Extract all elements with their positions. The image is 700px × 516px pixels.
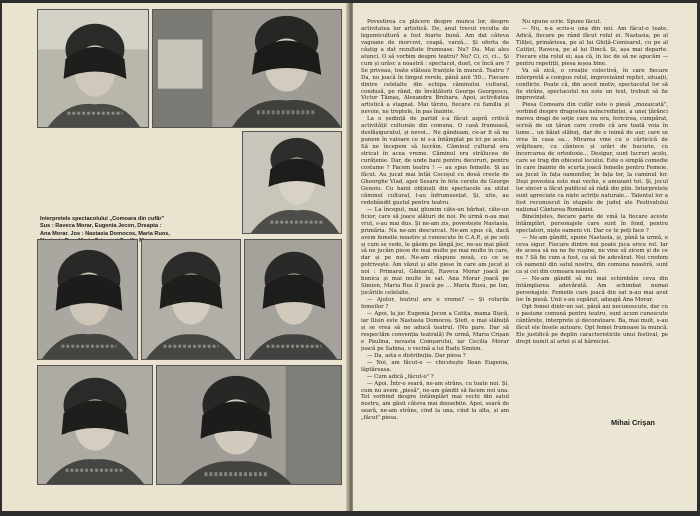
photo-portrait-1 <box>37 9 149 128</box>
article-paragraph: Piesa Comoara din cufăr este o piesă „mozaicată", vorbind despre dragostea neîncredinței, a unei țărănci mereu dragi de soție care nu era, fericirea, cumpărat, scrisă de un țăran care crede că are toată voia în lume... un băiat slăbuț, dar de o inimă de aur, care se vrea în casa sa... Mirarea vine cu o cărticică de vrăjitoare, cu cântece și urări de bucurie, cu încercarea de ortodoxie... Desigur, sunt lucruri acolo, care se trag din obiceiul locului. Este o simplă comedie în care înainte de scurta joacă femeile pentru Femeie, au jucat în fața oamenilor, în fața lor, la caminul lor. Deși povestea este mai veche, e amuzant tot. Și, jocul lor sincer a făcut publicul să râdă din plin. Interpretele sunt apreciate ca niște actrițe naturale... Talentul lor a fost recunoscut în etapele de județ ale Festivalului național Cântarea României. <box>516 102 668 213</box>
photo-portrait-6 <box>244 239 342 360</box>
article-paragraph: — Ne-am gândit să nu mai schimbăm ceva din întâmplarea adevărată. Am schimbat numai personajele. Femeile care joacă din sat n-au mai avut loc în piesă. Unii s-au supărat, adaugă Ana Morar. <box>516 276 668 304</box>
article-paragraph: Nu spune scrie. Spune făcut. <box>522 19 602 25</box>
photo-portrait-4 <box>37 239 138 360</box>
photo-portrait-3 <box>242 131 342 234</box>
article-paragraph: Bineînțeles, fiecare parte de vină la fiecare aceste întâmplări, personajele care sunt în fond, pentru spectatori, niște oameni vii. Dar ce te poți face ? <box>516 213 668 234</box>
article-paragraph: — Apoi, la joc Eugenia Jecon a Catița, mama Ilișcă, iar Ilisin este Nastasia Domocoș. Ștefi, e mai slăbuță și se vrea să ne aducă teatrul. (Nu pare. Dar să respectăm convenția teatrală) Pe urmă, Maria Crișan e Paulina, nevasta Comșarului, iar Cecilia Morar joacă pe Sabina, o vecină a lui Radu Simion. <box>361 311 509 352</box>
caption-line-2: Sus : Raveca Morar, Eugenia Jecon, Dreapta : <box>40 223 162 230</box>
article-column-1 <box>361 19 509 489</box>
article-paragraph: Va să zică, o creație colectivă, în care fiecare interpretă a compus rolul, improvizând replici, situații, conflicte. Poate că, din acest motiv, spectacolul lor să fie strâns, spectacolul nu este un text, trebuit să fie improvizat. <box>516 67 668 102</box>
caption-line-1: Interpretele spectacolului „Comoara din cufăr" <box>40 216 165 222</box>
author-signature: Mihai Crișan <box>611 418 655 427</box>
article-paragraph: — La început, mai glumim câte-un bărbat, câte-un ficior, care să joace alături de noi. Pe urmă n-au mai vrut, s-au mai dus. Și ne-am zis, povestește Nastasia, primăria. Na ne-am descurcat. Ne-am spus că, dacă avem femeile noastre și cunoscute în C.A.P., și pe soți și cum se vede, le găsim pe lângă joc, ne-au mai găsit să ne jucăm piese de mai multe pe mai multe în care, dar și pe noi. Ne-am răspuns nouă, cu ce se potrivește. Am văzut și alte piese în care am jucat și noi : Primarul, Gămarul, Raveca Morar joacă pe bunica și mai multe în sat. Ana Morar joacă pe Simion, Maria Rus îl joacă pe ... Maria Rusu, pe Ion, jucăriile celelalte. <box>361 206 509 297</box>
article-paragraph: — Noi, am făcut-o — chicotește Ilean Eugenia, lăptăreasa. <box>361 359 509 373</box>
article-paragraph: — Ajutor, teatrul are o vreme? — Și rolurile femeilor ? <box>361 297 509 311</box>
article-paragraph: — Da, asta e distribuția. Dar piesa ? <box>367 352 466 359</box>
caption-line-3: Ana Morar. Jos : Nastasia Domocos, Maria Ruos, <box>40 230 170 237</box>
right-page <box>353 3 697 511</box>
photo-portrait-5 <box>141 239 241 360</box>
article-paragraph: La o ședință de partid s-a făcut aspră critică activității culturale din comuna. O casă frumoasă, desfășiguratul, și nevoi... Ne gândeam, ce-ar fi să ne punem în valoare ce ni s-a întâmplat pe ici pe acolo. Să ne începem să lucrăm. Căminul cultural era stricat în acea vreme. Căminul era strălucea de curățenie. Dar, de unde bani pentru decoruri, pentru costume ? Facem teatru ! — au spus femeile. Și au făcut. Au jucat mai întâi Cocoșul cu două creste de Gheorghe Vlad, apoi Sesaru în fete cerute de George Genoiu. Cu banii obținuți din spectacole au utilat căminul cultural, l-au înfrumusețat. Și, uite, au redobândit gustul pentru teatru. <box>361 116 509 206</box>
article-paragraph: — Apoi. Într-o seară, ne-am strâns, cu toate noi. Și, cum nu avem „piesă", ne-am gândit să facem noi una. Tot vorbind despre întâmplări mai vechi din satul nostru, am găsit câteva mai deosebite. Apoi, seară de seară, ne-am strâns, cind la una, cind la alta, și am „făcut" piesa. <box>361 380 509 422</box>
article-paragraph: — Ne-am gândit, spune Nastasia, și, până la urmă, e ceva sigur. Fiecare dintre noi poate juca orice rol. Iar de aceea să nu ne fie rușine, ne vine să zicem și de ce nu ? Să fie cum a fost, ca să fie adevărat. Noi credem că oamenii din satul nostru, din comuna noastră, sunt ca și cei din comoara noastră. <box>516 234 668 276</box>
article-paragraph: Povestirea cu plăcere despre munca lor, despre activitatea lor artistică. De, anul trecut recolta de legumicultură a fost foarte bună. Am dat câteva vagoane de morcovi, ceapă, varză... Și oferta de câștig a dat rezultate frumoase. Nu? Da. Mai ales atunci. O să vorbim despre teatru? Nu? Ci, ci, ci... Și cum și urăsc a noastră : spectacol, duet, ce încă are ? Se priveau, toate stăteau franțele în muncă. Teatru ? Da, nu joacă în timpul rerele, până anii '50... Fiecare dintre celelalte din echipa căminului cultural, condusă, pe rând, de învățătorii George Georgescu, Victor Tămaș, Alexandru Breharu. Apoi, activitatea artistică a stagnat. Mai târziu, fiecare cu familia și nevoie, ne treptele, în pas înainte. <box>361 19 509 116</box>
left-page <box>2 3 351 511</box>
article-paragraph: — Cum adică „făcut-o" ? <box>367 373 434 380</box>
photo-portrait-2 <box>152 9 342 128</box>
photo-portrait-8 <box>156 365 342 485</box>
photo-portrait-7 <box>37 365 153 485</box>
article-paragraph: — Nu, n-a scris-o una din noi. Am făcut-o toate. Adică, fiecare pe rând făcut rolul ei. Nastasia, pe al Tiliței, primăriesa, pe al lui Ghiță-Comisarul, cu pe al Catiței, Raveca, pe al lui Dincă. Și, așa mai departe. Fiecare știa rolul ei; așa că, în loc de să ne apucăm — pentru repetiții, piesa ieșea bine. <box>516 25 668 67</box>
article-paragraph: Opt femei dintr-un sat, până azi necunoscute, dar cu o pasiune comună pentru teatru, sunt acum cunoscute cântărețe, interprete și decoratoare. Ba, mai mult, s-au făcut ele însele autoare. Opt femei frumoase la muncă. Ele justifică pe deplin caracteristicile unui festival, pe drept numit al artei și al hărniciei. <box>516 304 668 345</box>
